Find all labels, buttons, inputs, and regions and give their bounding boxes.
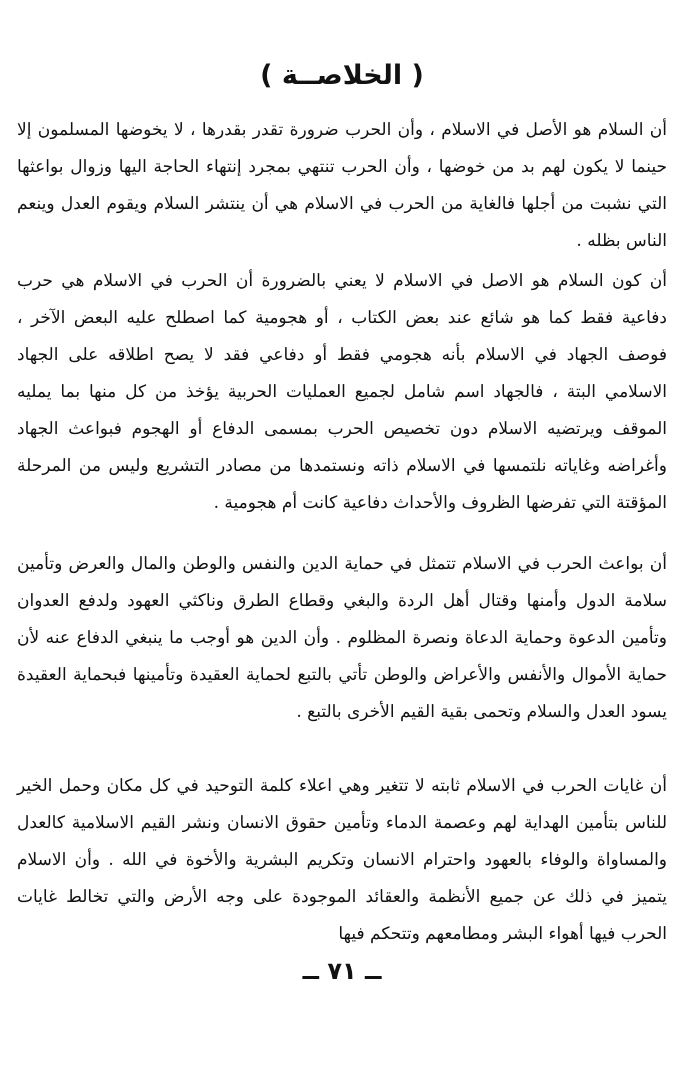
paragraph-defensive-offensive: أن كون السلام هو الاصل في الاسلام لا يعني بالضرورة أن الحرب في الاسلام هي حرب دفاعية فقط كما هو شائع عند بعض الكتاب ، أو هجومية كما اصطلح عليه البعض الآخر ، فوصف الجهاد في الاسلام بأنه هجومي فقط أو دفاعي فقد لا يصح اطلاقه على الجهاد الاسلامي البتة ، فالجهاد اسم شامل لجميع العمليات الحربية يؤخذ من كل منها بما يمليه الموقف ويرتضيه الاسلام دون تخصيص الحرب بمسمى الدفاع أو الهجوم فبواعث الجهاد وأغراضه وغاياته نلتمسها في الاسلام ذاته ونستمدها من مصادر التشريع وليس من المرحلة المؤقتة التي تفرضها الظروف والأحداث دفاعية كانت أم هجومية . — [17, 271, 667, 513]
paragraph-motives-of-war: أن بواعث الحرب في الاسلام تتمثل في حماية الدين والنفس والوطن والمال والعرض وتأمين سلامة الدول وأمنها وقتال أهل الردة والبغي وقطاع الطرق وناكثي العهود ولدفع العدوان وتأمين الدعوة وحماية الدعاة ونصرة المظلوم . وأن الدين هو أوجب ما ينبغي الدفاع عنه لأن حماية الأموال والأنفس والأعراض والوطن تأتي بالتبع لحماية العقيدة وتأمينها فبحماية العقيدة يسود العدل والسلام وتحمى بقية القيم الأخرى بالتبع . — [17, 554, 667, 722]
paragraph-peace-principle: أن السلام هو الأصل في الاسلام ، وأن الحرب ضرورة تقدر بقدرها ، لا يخوضها المسلمون إلا حينما لا يكون لهم بد من خوضها ، وأن الحرب تنتهي بمجرد إنتهاء الحاجة اليها وزوال بواعثها التي نشبت من أجلها فالغاية من الحرب في الاسلام هي أن ينتشر السلام ويقوم العدل وينعم الناس بظله . — [17, 120, 667, 251]
section-heading: ( الخلاصــة ) — [260, 60, 424, 91]
page-number: ــ ٧١ ــ — [302, 957, 382, 985]
paragraph-goals-of-war: أن غايات الحرب في الاسلام ثابته لا تتغير وهي اعلاء كلمة التوحيد في كل مكان وحمل الخير للناس بتأمين الهداية لهم وعصمة الدماء وتأمين حقوق الانسان ونشر القيم الاسلامية كالعدل والمساواة والوفاء بالعهود واحترام الانسان وتكريم البشرية والأخوة في الله . وأن الاسلام يتميز في ذلك عن جميع الأنظمة والعقائد الموجودة على وجه الأرض والتي تخالط غايات الحرب فيها أهواء البشر ومطامعهم وتتحكم فيها — [17, 776, 667, 944]
